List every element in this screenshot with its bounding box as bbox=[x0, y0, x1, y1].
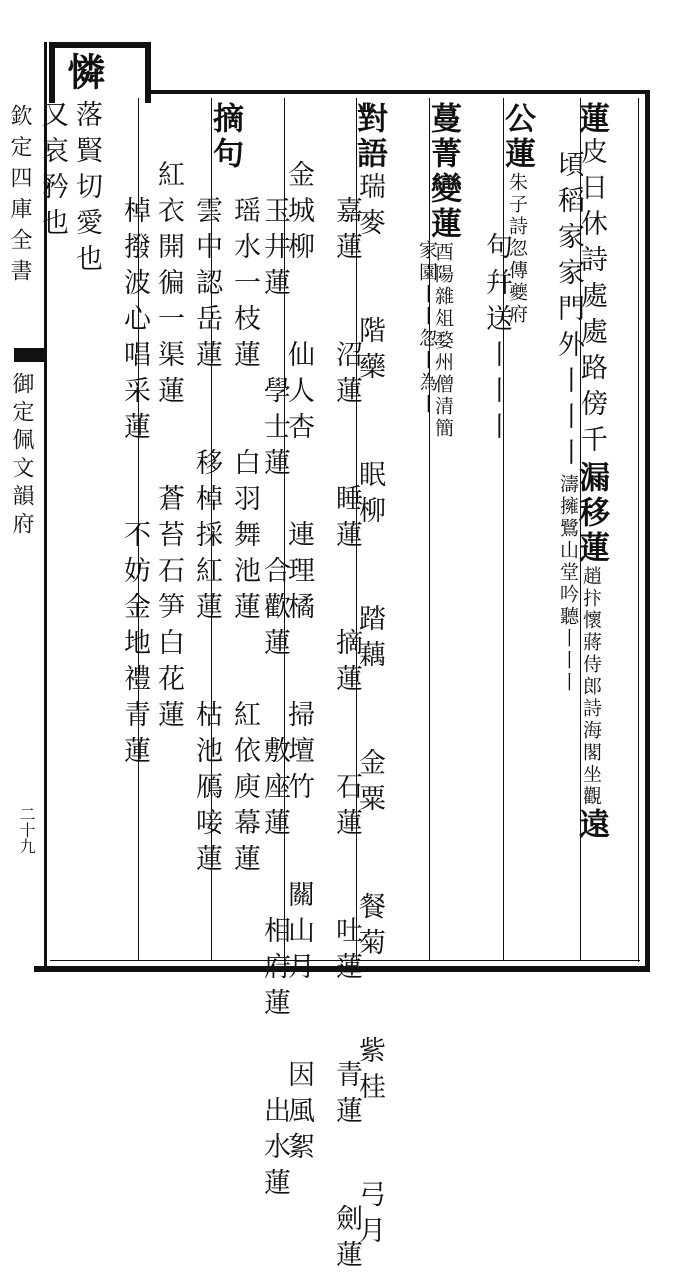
frame-right-rule bbox=[645, 90, 650, 970]
text-column bbox=[39, 100, 66, 244]
text-segment: 頃稻家家門外丨丨丨 bbox=[553, 150, 584, 474]
page-number: 二十九 bbox=[17, 806, 36, 854]
text-segment: 瑞麥 階藥 眠柳 踏藕 金粟 餐菊 紫桂 弓月 bbox=[354, 172, 385, 1252]
text-column bbox=[483, 232, 510, 448]
frame-top-rule bbox=[139, 90, 649, 94]
text-segment: 句幷送丨丨丨 bbox=[481, 232, 512, 448]
text-column bbox=[417, 240, 436, 416]
text-column bbox=[207, 102, 243, 172]
text-segment: 玉井蓮 學士蓮 合歡蓮 敷座蓮 相府蓮 出水蓮 bbox=[259, 196, 290, 1204]
text-segment: 家園丨丨忽丨為丨 bbox=[416, 240, 438, 416]
text-segment: 蓮 bbox=[573, 102, 609, 137]
text-segment: 紅衣開徧一渠蓮 蒼苔石笋白花蓮 bbox=[153, 160, 184, 736]
text-segment: 瑶水一枝蓮 白羽舞池蓮 紅依庾幕蓮 bbox=[229, 196, 260, 880]
text-segment: 趙抃懷蔣侍郎詩海閣坐觀 bbox=[580, 566, 602, 808]
text-segment: 漏移蓮 bbox=[573, 461, 609, 566]
text-segment: 落賢切愛也 bbox=[71, 100, 102, 280]
text-column bbox=[121, 196, 148, 772]
text-segment: 公蓮 bbox=[499, 102, 535, 172]
section-title: 御定佩文韻府 bbox=[9, 372, 34, 540]
book-title: 欽定四庫全書 bbox=[7, 104, 32, 290]
text-segment: 金城柳 仙人杏 連理橘 掃壇竹 關山月 因風絮 bbox=[283, 160, 314, 1168]
text-column bbox=[261, 196, 288, 1204]
text-column bbox=[231, 196, 258, 880]
text-segment: 蔓菁變蓮 bbox=[425, 102, 461, 242]
text-segment: 酉陽雜俎婺州僧清簡 bbox=[432, 242, 454, 440]
text-segment: 棹撥波心唱采蓮 不妨金地禮青蓮 bbox=[119, 196, 150, 772]
fishtail-mark bbox=[14, 348, 46, 362]
text-segment: 又哀矜也 bbox=[37, 100, 68, 244]
text-segment: 嘉蓮 沼蓮 睡蓮 摘蓮 石蓮 吐蓮 青蓮 劍蓮 bbox=[331, 196, 362, 1276]
text-segment: 對語 bbox=[351, 102, 387, 172]
text-column bbox=[155, 160, 182, 736]
text-segment: 濤擁鷺山堂吟聽丨丨丨 bbox=[557, 474, 579, 694]
text-segment: 雲中認岳蓮 移棹採紅蓮 枯池鴈唼蓮 bbox=[191, 196, 222, 880]
text-segment: 朱子詩忽傳夔府 bbox=[506, 172, 528, 326]
inner-right-rule bbox=[638, 98, 639, 962]
text-column bbox=[73, 100, 100, 280]
text-segment: 摘句 bbox=[207, 102, 243, 172]
text-segment: 皮日休詩處處路傍千 bbox=[576, 137, 607, 461]
text-column bbox=[333, 196, 360, 1276]
head-character: 憐 bbox=[61, 52, 106, 94]
text-segment: 遠 bbox=[573, 808, 609, 843]
text-column bbox=[193, 196, 220, 880]
text-column bbox=[555, 150, 582, 694]
